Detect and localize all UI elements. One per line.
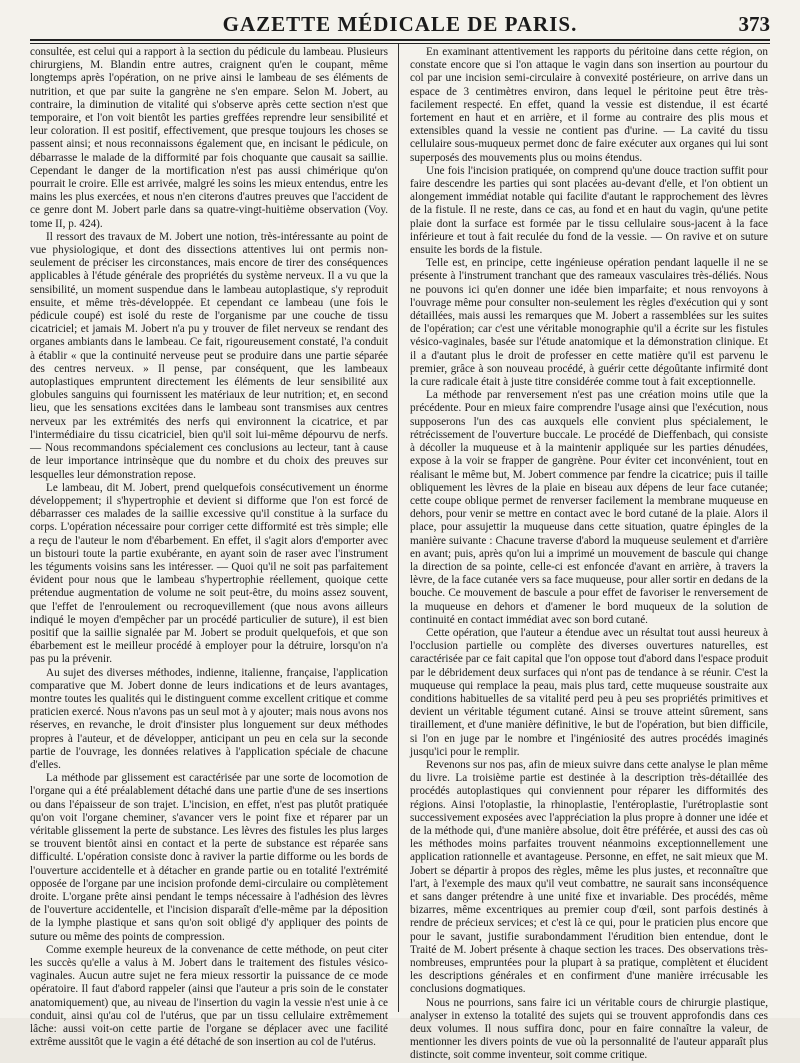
paragraph: Cette opération, que l'auteur a étendue avec un résultat tout aussi heureux à l'occlusion partielle ou complète des diverses ouvertures naturelles, est caractérisée par ce fait capital que l'on oppose tout d'abord dans l'espace produit par le débridement deux surfaces qui n'ont pas de tendance à se réunir. C'est la muqueuse qui remplace la peau, mais plus tard, cette muqueuse soustraite aux conditions habituelles de sa vitalité perd peu à peu ses propriétés primitives et devient un véritable tégument cutané. Ainsi se trouve atteint sûrement, sans tiraillement, et d'une manière définitive, le but de l'opération, but bien difficile, si l'on en juge par le nombre et l'ingéniosité des autres procédés imaginés jusqu'ici pour le remplir.	[410, 626, 768, 758]
paragraph: Il ressort des travaux de M. Jobert une notion, très-intéressante au point de vue physiologique, et dont des dissections attentives lui ont permis non-seulement de préciser les circonstances, mais encore de tirer des conséquences applicables à l'étude générale des propriétés du système nerveux. Il a vu que la sensibilité, un moment suspendue dans le lambeau autoplastique, s'y reproduit ensuite, et même très-développée. Et cependant ce lambeau (une fois le pédicule coupé) est isolé du reste de l'organisme par une couche de tissu cicatriciel; et jamais M. Jobert n'a pu y trouver de filet nerveux se rendant des organes ambiants dans le lambeau. Ce fait, rigoureusement constaté, l'a conduit à établir « que la continuité nerveuse peut se produire dans une partie séparée des centres nerveux. » Il pense, par conséquent, que les lambeaux autoplastiques empruntent directement les éléments de leur sensibilité aux globules sanguins qui fournissent les matériaux de leur nutrition; et, en second lieu, que les sensations excitées dans le lambeau sont transmises aux centres nerveux par les extrémités des nerfs qui environnent la cicatrice, et par l'intermédiaire du tissu cicatriciel, bien qu'il soit lui-même dépourvu de nerfs. — Nous recommandons spécialement ces conclusions au lecteur, tant à cause de leur importance intrinsèque que du nombre et du choix des preuves sur lesquelles leur démonstration repose.	[30, 230, 388, 481]
header-rule	[30, 39, 770, 44]
journal-title: GAZETTE MÉDICALE DE PARIS.	[222, 12, 578, 36]
left-column	[30, 46, 388, 1049]
paragraph: Le lambeau, dit M. Jobert, prend quelquefois consécutivement un énorme développement; il s'hypertrophie et devient si difforme que l'on est forcé de débarrasser ces malades de la saillie excessive qu'il constitue à la surface du corps. L'opération nécessaire pour corriger cette difformité est très simple; elle a reçu de l'auteur le nom d'ébarbement. En effet, il s'agit alors d'emporter avec un bistouri toute la partie exubérante, en ayant soin de raser avec l'instrument les téguments voisins sans les intéresser. — Quoi qu'il ne soit pas parfaitement évident pour nous que le lambeau s'hypertrophie réellement, quoique cette prétendue augmentation de volume ne soit peut-être, du moins assez souvent, que l'effet de l'enroulement ou recroquevillement (que nous avons ailleurs indiqué le moyen d'empêcher par un procédé particulier de suture), il est bien positif que la saillie signalée par M. Jobert se produit quelquefois, et que son ébarbement est le meilleur procédé à employer pour la détruire, lorsqu'on n'a pas pu la prévenir.	[30, 481, 388, 666]
paragraph: Au sujet des diverses méthodes, indienne, italienne, française, l'application comparative que M. Jobert donne de leurs indications et de leurs avantages, montre toutes les qualités qui le distinguent comme excellent critique et comme praticien exercé. Nous n'avons pas un seul mot à y ajouter; mais nous avons nos réserves, en revanche, le droit d'insister plus longuement sur deux méthodes propres à l'auteur, et de développer, anticipant un peu en cela sur la seconde partie de l'ouvrage, les données relatives à l'application spéciale de chacune d'elles.	[30, 666, 388, 771]
page-header	[30, 12, 770, 42]
paragraph: Une fois l'incision pratiquée, on comprend qu'une douce traction suffit pour faire descendre les parties qui sont placées au-devant d'elle, et l'on obtient un alongement immédiat notable qui facilite d'autant le rapprochement des lèvres de la fistule. Il ne reste, dans ce cas, au fond et en haut du vagin, qu'une petite plaie dont la surface est formée par le tissu cellulaire sous-jacent à la face inférieure et tout à fait reculée du fond de la vessie. — On ravive et on suture ensuite les bords de la fistule.	[410, 164, 768, 257]
paragraph: Telle est, en principe, cette ingénieuse opération pendant laquelle il ne se présente à l'instrument tranchant que des rameaux vasculaires très-déliés. Nous ne pouvons ici qu'en donner une idée bien imparfaite; et nous renvoyons à l'ouvrage même pour consulter non-seulement les règles d'exécution qui y sont détaillées, mais aussi les remarques que M. Jobert a rassemblées sur les suites de l'opération; car c'est une véritable monographie qu'il a écrite sur les fistules vésico-vaginales, basée sur l'étude anatomique et la démonstration clinique. Et il a d'autant plus le droit de professer en cette matière qu'il est parvenu le premier, grâce à son nouveau procédé, à guérir cette dégoûtante infirmité dont la cure radicale était à juste titre considérée comme tout à fait exceptionnelle.	[410, 257, 768, 389]
right-column	[410, 46, 768, 1062]
paragraph: consultée, est celui qui a rapport à la section du pédicule du lambeau. Plusieurs chirurgiens, M. Blandin entre autres, craignent qu'en le coupant, même longtemps après l'opération, on ne prive ainsi le lambeau de ses éléments de nutrition, et que par suite la gangrène ne s'en empare. Selon M. Jobert, au contraire, la diminution de vitalité qui s'observe après cette section n'est que temporaire, et l'on voit bientôt les parties greffées reprendre leur sensibilité et leur coloration. Il est positif, effectivement, que presque toujours les choses se passent ainsi; et nous reconnaissons également que, en incisant le pédicule, on débarrasse le malade de la difformité par fois choquante que causait sa saillie. Cependant le danger de la mortification n'est pas aussi chimérique qu'on pourrait le croire. Elle est arrivée, malgré les soins les mieux entendus, entre les mains les plus exercées, et nous n'en citerons d'autres preuves que l'accident de ce genre dont M. Jobert parle dans sa quatre-vingt-huitième observation (Voy. tome II, p. 424).	[30, 46, 388, 230]
column-divider	[398, 44, 399, 1012]
paragraph: Nous ne pourrions, sans faire ici un véritable cours de chirurgie plastique, analyser in extenso la totalité des sujets qui se trouvent approfondis dans ces deux volumes. Il nous suffira donc, pour en faire connaître la valeur, de mentionner les divers points de vue où la personnalité de l'auteur apparaît plus distincte, soit comme inventeur, soit comme critique.	[410, 996, 768, 1062]
paragraph: La méthode par renversement n'est pas une création moins utile que la précédente. Pour en mieux faire comprendre l'usage ainsi que l'exécution, nous supposerons l'un des cas auxquels elle convient plus spécialement, le rétrécissement de l'ouverture buccale. Le procédé de Dieffenbach, qui consiste à décoller la muqueuse et à la maintenir appliquée sur les parties dénudées, expose à la voir se frapper de gangrène. Pour éviter cet inconvénient, tout en réalisant le même but, M. Jobert commence par fendre la cicatrice; puis il taille obliquement les lèvres de la plaie en biseau aux dépens de leur face cutanée; cette coupe oblique permet de renverser facilement la membrane muqueuse en dehors, pour venir se mettre en contact avec le bord cutané de la plaie. Alors il place, pour assujettir la muqueuse dans cette situation, quatre épingles de la manière suivante : Chacune traverse d'abord la muqueuse seulement et d'arrière en avant; puis, après qu'on lui a imprimé un mouvement de bascule qui change la direction de sa pointe, celle-ci est enfoncée d'avant en arrière, à travers la lèvre, de la face cutanée vers sa face muqueuse, pour aller sortir en dedans de la bouche. Ce mouvement de bascule a pour effet de favoriser le renversement de la muqueuse en dehors et d'amener le bord muqueux de la solution de continuité en contact immédiat avec son bord cutané.	[410, 389, 768, 626]
page-number: 373	[738, 12, 770, 36]
paragraph: La méthode par glissement est caractérisée par une sorte de locomotion de l'organe qui a été préalablement détaché dans une partie d'une de ses insertions ou dans l'épaisseur de son trajet. L'incision, en effet, n'est pas plutôt pratiquée qu'on voit l'organe cheminer, s'avancer vers le point fixe et réparer par un véritable glissement la perte de substance. Les lèvres des fistules les plus larges se trouvent bientôt ainsi en contact et la perte de substance est réparée sans difficulté. L'opération consiste donc à raviver la partie difforme ou les bords de l'ouverture accidentelle et à détacher en grande partie ou en totalité l'extrémité opposée de l'organe par une incision profonde demi-circulaire ou complètement droite. L'organe prête ainsi pendant le temps nécessaire à l'adhésion des lèvres de l'ouverture accidentelle, et l'incision disparaît d'elle-même par la déposition de la lymphe plastique et sans qu'on soit obligé d'y appliquer des points de suture ou même des points de compression.	[30, 772, 388, 943]
paragraph: Comme exemple heureux de la convenance de cette méthode, on peut citer les succès qu'elle a valus à M. Jobert dans le traitement des fistules vésico-vaginales. Aucun autre sujet ne fera mieux ressortir la puissance de ce mode opératoire. Il faut d'abord rappeler (ainsi que l'auteur a pris soin de le constater anatomiquement) que, au niveau de l'insertion du vagin la vessie n'est unie à ce conduit, ainsi qu'au col de l'utérus, que par un tissu cellulaire extrêmement lâche: aussi voit-on cette partie de l'organe se déplacer avec une facilité extrême aussitôt que le vagin a été détaché de son insertion au col de l'utérus.	[30, 943, 388, 1049]
paragraph: En examinant attentivement les rapports du péritoine dans cette région, on constate encore que si l'on attaque le vagin dans son insertion au pourtour du col par une incision semi-circulaire à convexité postérieure, on arrive dans un espace de 3 centimètres environ, dans lequel le péritoine peut être très-facilement respecté. En effet, quand la vessie est distendue, il est écarté fortement en haut et en arrière, et il forme au contraire des plis mous et extensibles quand la vessie ne contient pas d'urine. — La cavité du tissu cellulaire sous-muqueux permet donc de faire exécuter aux organes qui lui sont superposés des mouvements plus ou moins étendus.	[410, 46, 768, 164]
paragraph: Revenons sur nos pas, afin de mieux suivre dans cette analyse le plan même du livre. La troisième partie est destinée à la description très-détaillée des procédés autoplastiques qui conviennent pour réparer les difformités des régions. Ainsi l'otoplastie, la rhinoplastie, l'entéroplastie, l'urétroplastie sont successivement exposées avec l'appréciation la plus propre à donner une idée et de la méthode qui, d'une manière absolue, doit être préférée, et aussi des cas où les méthodes moins parfaites trouvent néanmoins exceptionnellement une application rationnelle et avantageuse. Personne, en effet, ne sait mieux que M. Jobert se départir à propos des règles, même les plus justes, et reconnaître que l'art, à l'exemple des maux qu'il veut combattre, ne saurait sans inconséquence et sans danger prétendre à une unité fixe et invariable. Des procédés, même bizarres, même excentriques au premier coup d'œil, sont parfois destinés à rendre de précieux services; et c'est là ce qui, pour le praticien plus encore que pour le savant, justifie surabondamment l'érudition bien entendue, dont le Traité de M. Jobert présente à chaque section les traces. Des observations très-nombreuses, empruntées pour la plupart à sa pratique, complètent et élucident les descriptions générales et en confirment d'une manière irrécusable les conclusions dogmatiques.	[410, 758, 768, 996]
